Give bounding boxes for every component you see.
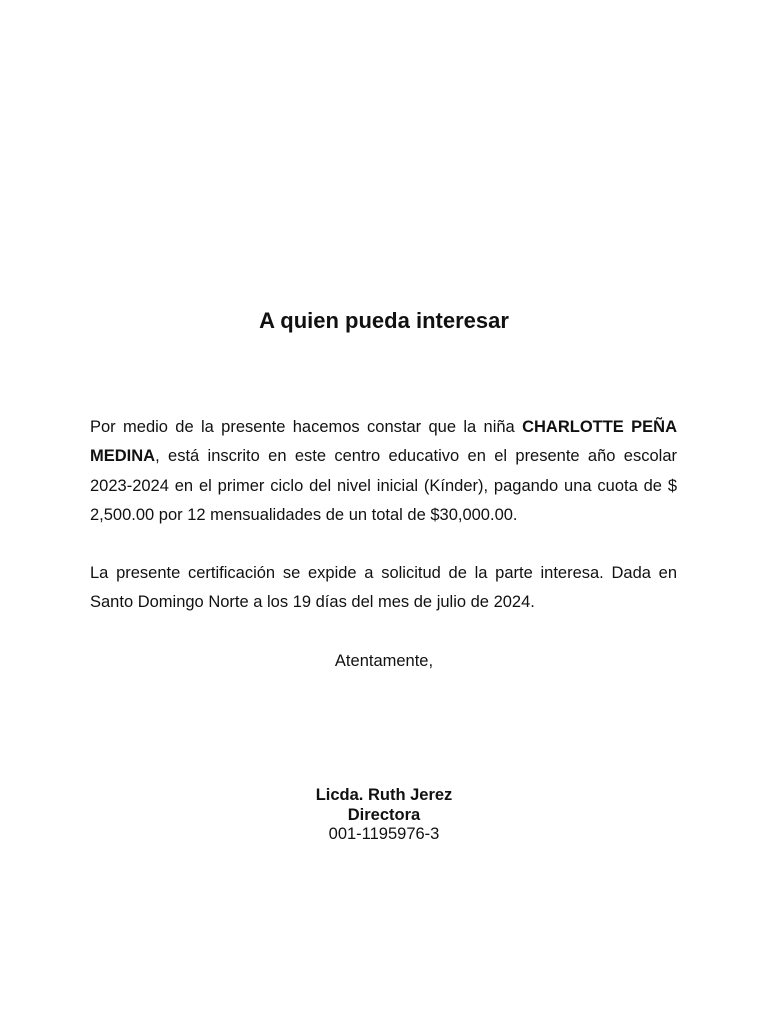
signatory-role: Directora (347, 805, 421, 824)
signatory-name: Licda. Ruth Jerez (315, 786, 453, 804)
student-name: CHARLOTTE PEÑA MEDINA (90, 418, 678, 466)
certification-paragraph (90, 413, 677, 530)
paragraph-rest-text: , está inscrito en este centro educativo en el presente año escolar 2023-2024 en el primer ciclo del nivel inicial (Kínder), pagando una cuota de $ 2,500.00 por 12 mensualidades de un total de $30,000.00. (90, 447, 677, 524)
signatory-id-number: 001-1195976-3 (328, 825, 440, 843)
signature-block (0, 786, 768, 845)
issuance-paragraph: La presente certificación se expide a solicitud de la parte interesa. Dada en Santo Domingo Norte a los 19 días del mes de julio de 2024. (90, 564, 677, 612)
document-title: A quien pueda interesar (259, 308, 509, 333)
closing-salutation: Atentamente, (334, 652, 434, 670)
paragraph-intro-text: Por medio de la presente hacemos constar que la niña (90, 418, 523, 436)
